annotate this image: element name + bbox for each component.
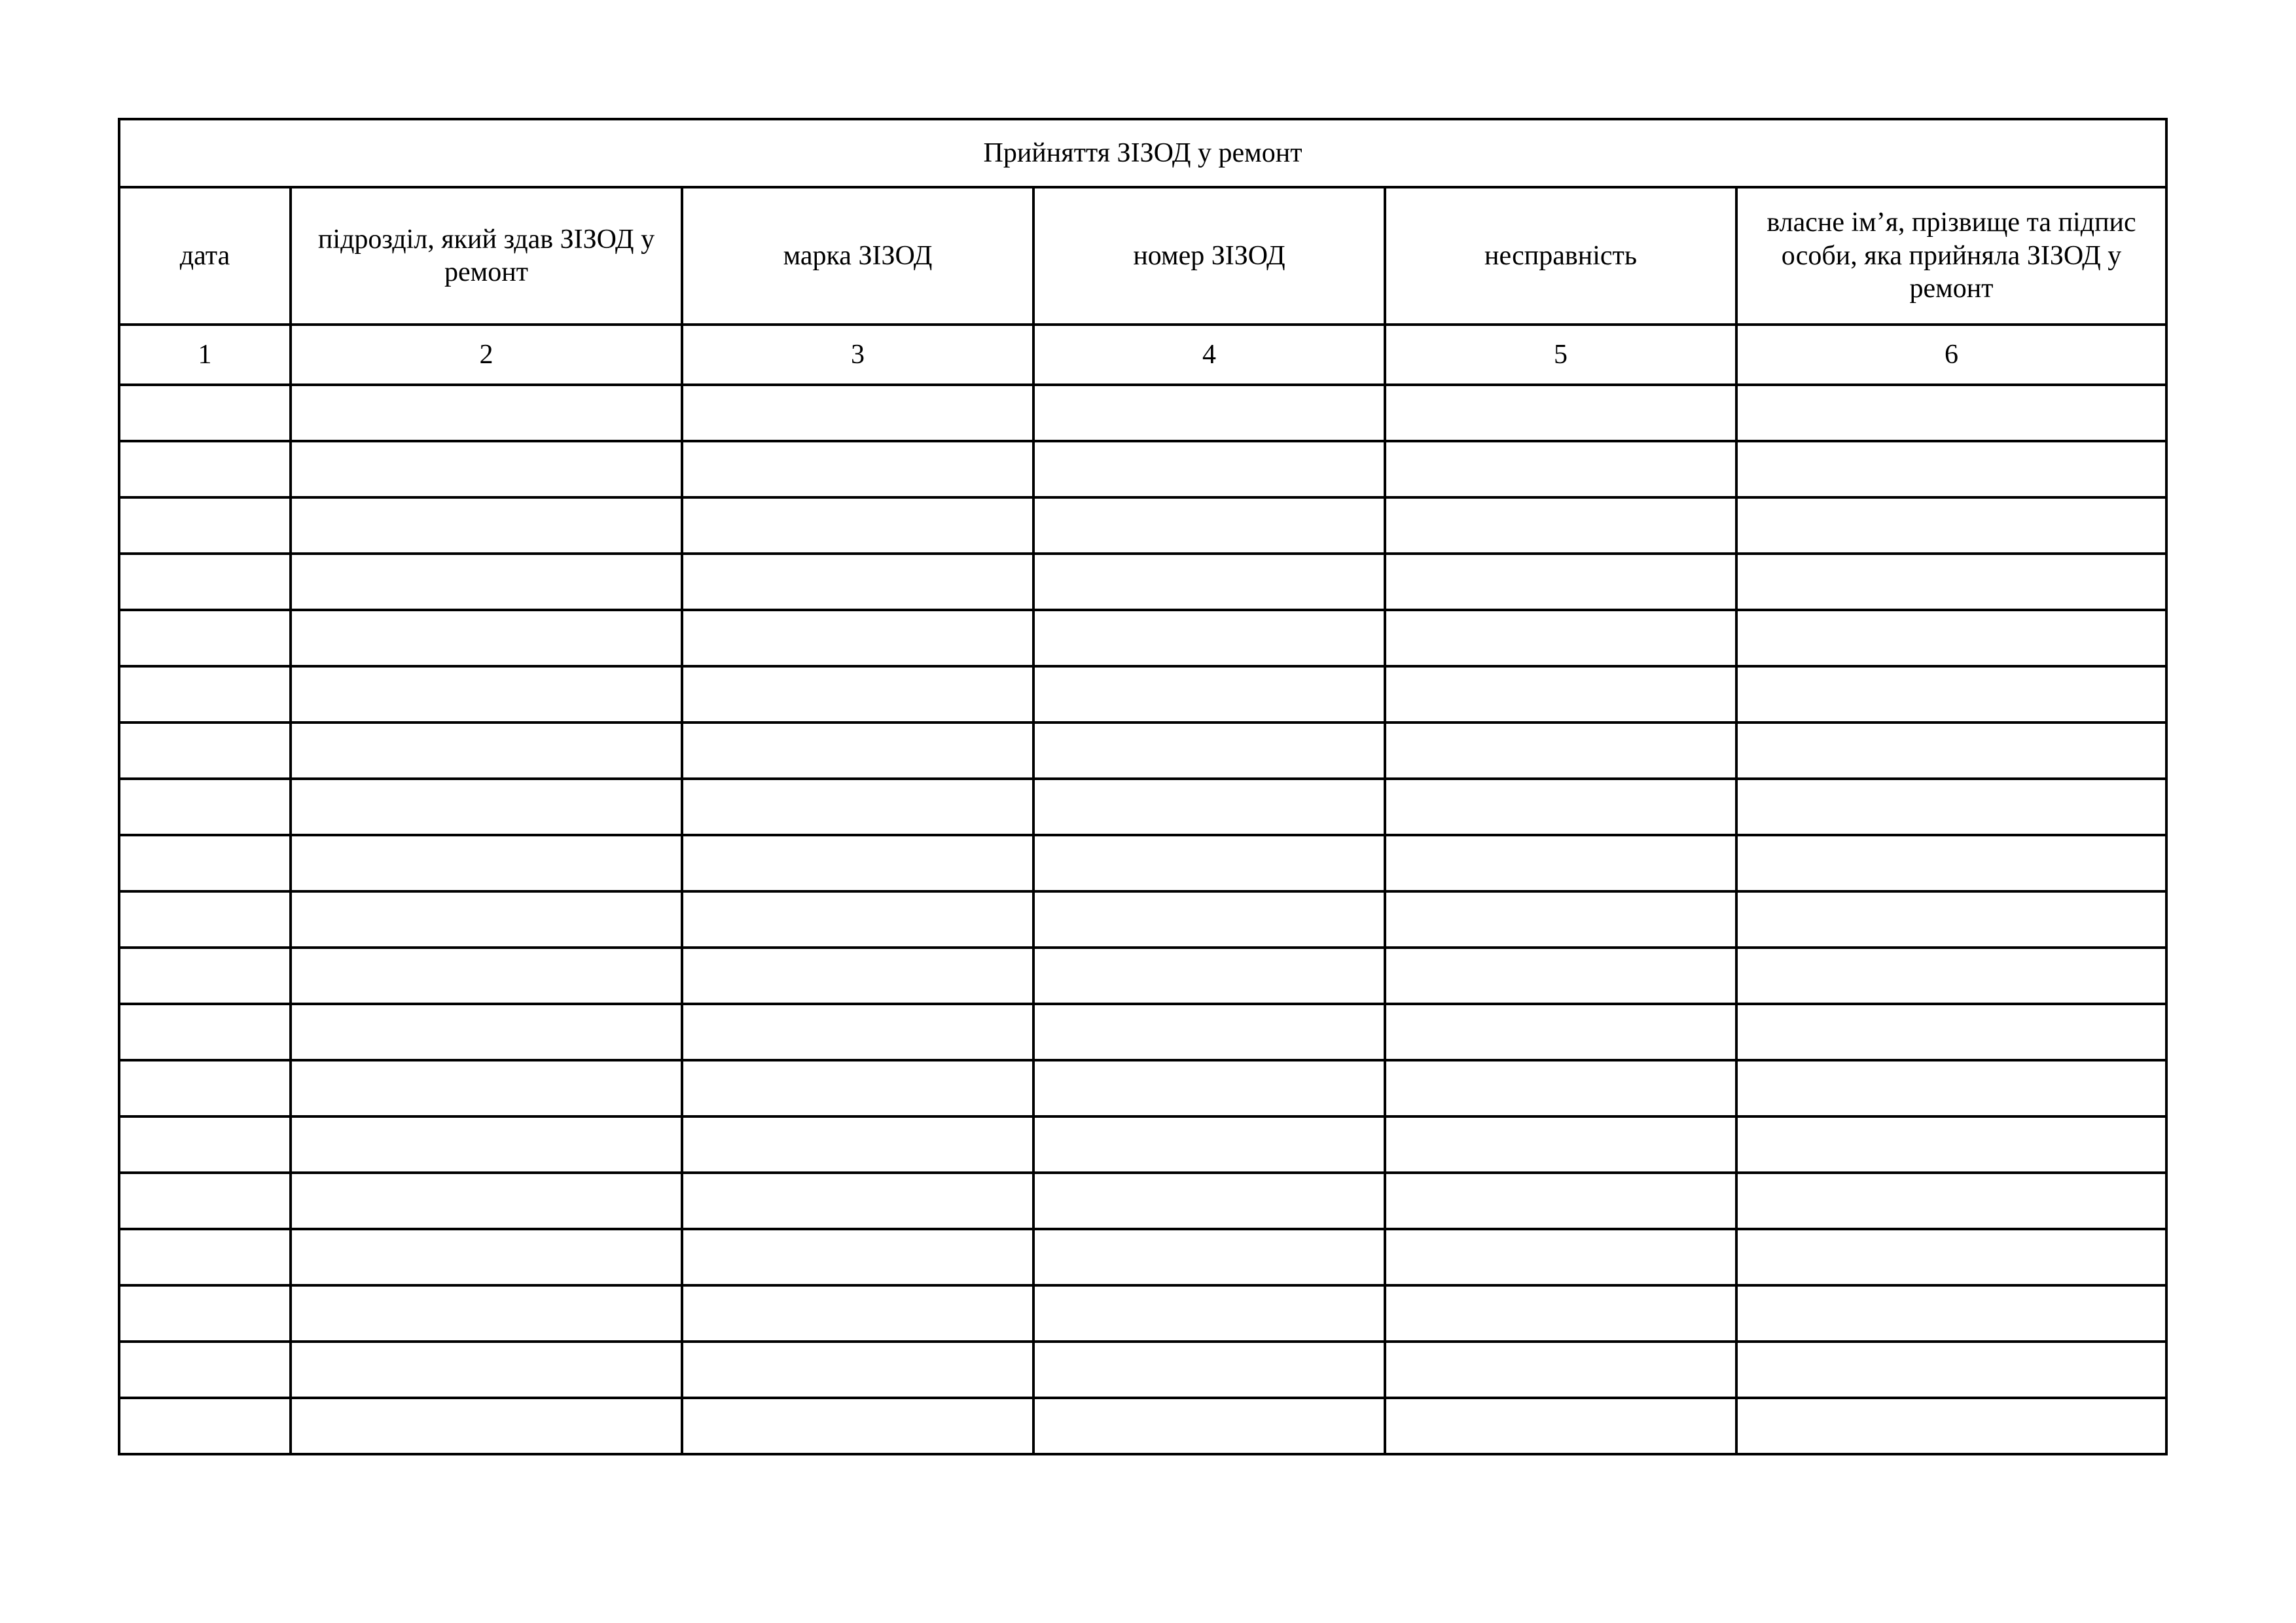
table-cell (119, 835, 291, 891)
column-header-date: дата (119, 187, 291, 325)
table-cell (291, 1116, 682, 1173)
table-cell (119, 385, 291, 441)
table-cell (1736, 948, 2166, 1004)
table-row (119, 1173, 2166, 1229)
table-cell (1033, 948, 1385, 1004)
column-header-serial-number: номер ЗІЗОД (1033, 187, 1385, 325)
table-cell (682, 891, 1033, 948)
table-cell (1033, 441, 1385, 497)
table-cell (1736, 1004, 2166, 1060)
table-cell (291, 441, 682, 497)
table-cell (1033, 1398, 1385, 1454)
table-cell (291, 610, 682, 666)
table-cell (682, 1173, 1033, 1229)
column-header-receiver-signature: власне ім’я, прізвище та підпис особи, яка прийняла ЗІЗОД у ремонт (1736, 187, 2166, 325)
table-cell (1033, 385, 1385, 441)
table-cell (682, 1060, 1033, 1116)
table-cell (1385, 1173, 1736, 1229)
table-cell (119, 1116, 291, 1173)
table-cell (119, 1285, 291, 1342)
table-row (119, 722, 2166, 779)
table-row (119, 1004, 2166, 1060)
table-cell (1385, 1398, 1736, 1454)
column-number-row (119, 325, 2166, 385)
table-cell (1033, 779, 1385, 835)
table-cell (1033, 835, 1385, 891)
table-cell (1385, 779, 1736, 835)
table-row (119, 1116, 2166, 1173)
table-cell (1736, 1173, 2166, 1229)
table-cell (1385, 1342, 1736, 1398)
column-header-row (119, 187, 2166, 325)
table-cell (1736, 1342, 2166, 1398)
table-row (119, 891, 2166, 948)
table-cell (1736, 722, 2166, 779)
table-cell (682, 1398, 1033, 1454)
column-number: 6 (1736, 325, 2166, 385)
table-row (119, 1342, 2166, 1398)
table-cell (1033, 497, 1385, 554)
table-cell (291, 891, 682, 948)
table-cell (119, 610, 291, 666)
table-cell (1385, 385, 1736, 441)
table-cell (1385, 835, 1736, 891)
table-cell (119, 891, 291, 948)
table-cell (119, 948, 291, 1004)
table-cell (291, 835, 682, 891)
table-cell (1736, 779, 2166, 835)
table-row (119, 835, 2166, 891)
table-cell (682, 1229, 1033, 1285)
table-cell (1033, 1285, 1385, 1342)
table-cell (1033, 666, 1385, 722)
table-cell (1033, 891, 1385, 948)
table-cell (1033, 1229, 1385, 1285)
table-cell (1385, 891, 1736, 948)
table-cell (682, 666, 1033, 722)
table-cell (1033, 1116, 1385, 1173)
table-cell (1033, 610, 1385, 666)
table-cell (1033, 1342, 1385, 1398)
table-cell (1385, 1116, 1736, 1173)
table-row (119, 385, 2166, 441)
table-cell (1736, 554, 2166, 610)
column-number: 3 (682, 325, 1033, 385)
table-cell (1736, 1116, 2166, 1173)
table-cell (1385, 666, 1736, 722)
table-cell (291, 1398, 682, 1454)
table-cell (119, 1060, 291, 1116)
table-cell (1736, 385, 2166, 441)
table-cell (1736, 666, 2166, 722)
table-cell (291, 779, 682, 835)
column-number: 5 (1385, 325, 1736, 385)
table-cell (682, 835, 1033, 891)
table-cell (119, 554, 291, 610)
table-cell (119, 1229, 291, 1285)
table-cell (291, 1004, 682, 1060)
table-cell (1033, 1060, 1385, 1116)
table-cell (1385, 1060, 1736, 1116)
table-row (119, 554, 2166, 610)
table-cell (119, 666, 291, 722)
table-cell (1736, 1229, 2166, 1285)
table-cell (682, 1116, 1033, 1173)
table-cell (119, 1004, 291, 1060)
table-cell (291, 554, 682, 610)
table-row (119, 1229, 2166, 1285)
table-cell (1385, 497, 1736, 554)
table-cell (291, 1060, 682, 1116)
table-cell (291, 1342, 682, 1398)
table-cell (682, 441, 1033, 497)
table-cell (119, 779, 291, 835)
table-title-row (119, 119, 2166, 187)
table-cell (682, 497, 1033, 554)
column-number: 2 (291, 325, 682, 385)
table-cell (1385, 441, 1736, 497)
table-cell (682, 948, 1033, 1004)
table-cell (119, 1342, 291, 1398)
table-cell (1033, 1173, 1385, 1229)
table-cell (291, 948, 682, 1004)
table-row (119, 610, 2166, 666)
table-cell (1385, 610, 1736, 666)
table-cell (291, 1229, 682, 1285)
table-cell (119, 441, 291, 497)
table-cell (682, 385, 1033, 441)
column-number: 4 (1033, 325, 1385, 385)
table-row (119, 1060, 2166, 1116)
table-cell (1736, 891, 2166, 948)
table-cell (291, 385, 682, 441)
table-cell (682, 1004, 1033, 1060)
table-cell (1033, 722, 1385, 779)
column-header-department: підрозділ, який здав ЗІЗОД у ремонт (291, 187, 682, 325)
table-cell (682, 610, 1033, 666)
table-row (119, 779, 2166, 835)
column-header-brand: марка ЗІЗОД (682, 187, 1033, 325)
table-cell (291, 722, 682, 779)
table-cell (682, 1342, 1033, 1398)
table-title: Прийняття ЗІЗОД у ремонт (119, 119, 2166, 187)
table-cell (1385, 1285, 1736, 1342)
table-cell (1385, 554, 1736, 610)
table-row (119, 948, 2166, 1004)
table-cell (1033, 1004, 1385, 1060)
table-cell (291, 497, 682, 554)
table-cell (1736, 441, 2166, 497)
table-cell (1385, 1004, 1736, 1060)
table-cell (1736, 1285, 2166, 1342)
table-cell (1736, 497, 2166, 554)
table-cell (682, 722, 1033, 779)
table-row (119, 1285, 2166, 1342)
table-cell (1736, 835, 2166, 891)
table-cell (1385, 948, 1736, 1004)
table-cell (1736, 610, 2166, 666)
table-cell (119, 1173, 291, 1229)
table-cell (119, 722, 291, 779)
table-cell (291, 1285, 682, 1342)
column-header-malfunction: несправність (1385, 187, 1736, 325)
table-cell (119, 497, 291, 554)
table-cell (119, 1398, 291, 1454)
column-number: 1 (119, 325, 291, 385)
table-cell (1385, 722, 1736, 779)
table-cell (1736, 1398, 2166, 1454)
table-row (119, 1398, 2166, 1454)
repair-acceptance-table (118, 118, 2168, 1455)
table-cell (682, 1285, 1033, 1342)
table-row (119, 441, 2166, 497)
table-cell (1736, 1060, 2166, 1116)
table-row (119, 666, 2166, 722)
table-cell (1385, 1229, 1736, 1285)
table-row (119, 497, 2166, 554)
table-cell (682, 779, 1033, 835)
table-cell (291, 666, 682, 722)
table-cell (682, 554, 1033, 610)
table-cell (291, 1173, 682, 1229)
table-cell (1033, 554, 1385, 610)
